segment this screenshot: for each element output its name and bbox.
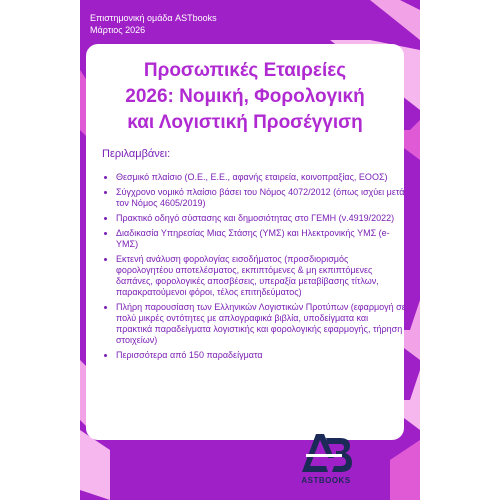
publisher-logo <box>296 428 356 490</box>
list-item: • Θεσμικό πλαίσιο (Ο.Ε., Ε.Ε., αφανής εταιρεία, κοινοπραξίας, ΕΟΟΣ) <box>116 172 406 183</box>
list-item: • Πρακτικό οδηγό σύστασης και δημοσιότητας στο ΓΕΜΗ (ν.4919/2022) <box>116 213 406 224</box>
book-title <box>88 58 402 136</box>
list-item: • Περισσότερα από 150 παραδείγματα <box>116 350 406 361</box>
publisher-name: Επιστημονική ομάδα ASTbooks <box>90 13 217 23</box>
contents-list <box>102 172 406 365</box>
publisher-info <box>90 12 217 36</box>
list-item: • Πλήρη παρουσίαση των Ελληνικών Λογιστικών Προτύπων (εφαρμογή σε πολύ μικρές οντότητες με απλογραφικά βιβλία, υποδείγματα και πρακτικά παραδείγματα λογιστικής και φορολογικής εφαρμογής, τήρηση στοιχείων) <box>116 302 406 346</box>
list-item: • Διαδικασία Υπηρεσίας Μιας Στάσης (ΥΜΣ) και Ηλεκτρονικής ΥΜΣ (e-ΥΜΣ) <box>116 228 406 250</box>
logo-wordmark: ASTBOOKS <box>301 476 351 485</box>
astbooks-logo-icon <box>296 428 356 476</box>
content-panel <box>86 44 404 440</box>
title-line-3: και Λογιστική Προσέγγιση <box>127 112 363 133</box>
title-line-2: 2026: Νομική, Φορολογική <box>125 86 365 107</box>
contents-intro: Περιλαμβάνει: <box>102 148 171 160</box>
publication-date: Μάρτιος 2026 <box>90 25 146 35</box>
title-line-1: Προσωπικές Εταιρείες <box>143 60 347 81</box>
book-cover <box>80 0 420 500</box>
list-item: • Εκτενή ανάλυση φορολογίας εισοδήματος (προσδιορισμός φορολογητέου αποτελέσματος, εκπιπτόμενες & μη εκπιπτόμενες δαπάνες, φορολογικές αποσβέσεις, υπεραξία μεταβίβασης τίτλων, παρακρατούμενοι φόροι, τέλος επιτηδεύματος) <box>116 254 406 298</box>
list-item: • Σύγχρονο νομικό πλαίσιο βάσει του Νόμος 4072/2012 (όπως ισχύει μετά τον Νόμος 4605/2019) <box>116 187 406 209</box>
